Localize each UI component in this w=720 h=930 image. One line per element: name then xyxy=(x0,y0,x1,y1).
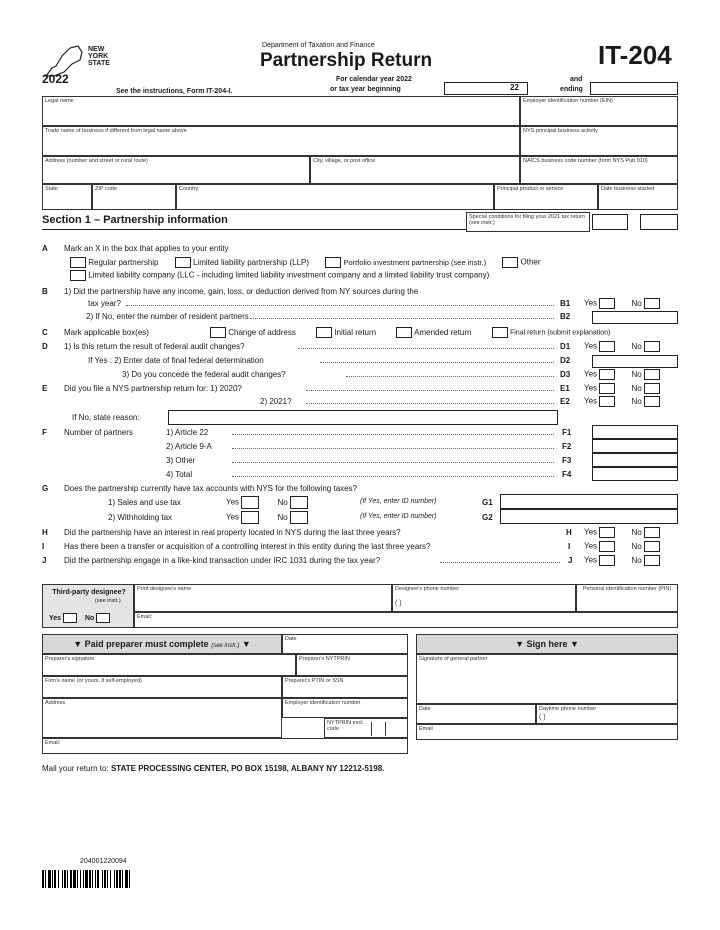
ein-label: Employer identification number (EIN) xyxy=(523,98,613,104)
line-d-q3: 3) Do you concede the federal audit changes? xyxy=(122,370,286,379)
regular-partnership-checkbox[interactable] xyxy=(70,257,86,268)
section1-rule xyxy=(42,229,466,230)
line-g2-code: G2 xyxy=(482,513,493,522)
d3-yes-checkbox[interactable] xyxy=(599,369,615,380)
initial-return-checkbox[interactable] xyxy=(316,327,332,338)
line-d3-yesno: Yes No xyxy=(584,369,660,380)
g2-id-input[interactable] xyxy=(500,509,678,524)
preparer-ptin-field[interactable] xyxy=(282,676,408,698)
line-b1-code: B1 xyxy=(560,299,571,308)
nys-activity-label: NYS principal business activity xyxy=(523,128,598,134)
designee-pin-label: Personal identification number (PIN) xyxy=(582,586,672,592)
line-b-letter: B xyxy=(42,287,48,296)
line-e-reason-label: If No, state reason: xyxy=(72,413,140,422)
preparer-signature-label: Preparer's signature xyxy=(45,656,95,662)
address-field[interactable] xyxy=(42,156,310,184)
calendar-year-line1: For calendar year 2022 xyxy=(336,76,412,83)
llp-checkbox[interactable] xyxy=(175,257,191,268)
designee-email-label: Email: xyxy=(137,614,153,620)
naics-field[interactable] xyxy=(520,156,678,184)
special-conditions-label: Special conditions for filing your 2021 tax return (see instr.) xyxy=(469,214,585,226)
preparer-email-label: Email: xyxy=(45,740,61,746)
line-d-q2: If Yes : 2) Enter date of final federal determination xyxy=(88,356,264,365)
line-d3-code: D3 xyxy=(560,370,571,379)
line-i-letter: I xyxy=(42,542,45,551)
other-entity-label: Other xyxy=(520,257,541,267)
e1-no-checkbox[interactable] xyxy=(644,383,660,394)
final-return-label: Final return (submit explanation) xyxy=(509,329,611,337)
f1-input[interactable] xyxy=(592,425,678,439)
third-party-yesno: Yes No xyxy=(49,613,110,623)
preparer-address-label: Address xyxy=(45,700,66,706)
line-d2-code: D2 xyxy=(560,356,571,365)
tax-year-suffix: 22 xyxy=(510,83,519,92)
line-h-letter: H xyxy=(42,528,48,537)
line-f3-label: 3) Other xyxy=(166,456,196,465)
g2-no-checkbox[interactable] xyxy=(290,511,308,524)
e2-yes-checkbox[interactable] xyxy=(599,396,615,407)
tax-year-ending-field[interactable] xyxy=(590,82,678,95)
change-address-label: Change of address xyxy=(228,327,296,337)
portfolio-checkbox[interactable] xyxy=(325,257,341,268)
zip-field[interactable] xyxy=(92,184,176,210)
line-j-text: Did the partnership engage in a like-kind transaction under IRC 1031 during the tax year? xyxy=(64,556,381,565)
line-b-q2: 2) If No, enter the number of resident partners xyxy=(86,312,249,321)
preparer-address-field[interactable] xyxy=(42,698,282,738)
logo-word-new: NEW xyxy=(88,46,105,53)
barcode-icon xyxy=(42,870,184,888)
i-yes-checkbox[interactable] xyxy=(599,541,615,552)
line-b-q1b: tax year? xyxy=(88,299,121,308)
line-a-letter: A xyxy=(42,244,48,253)
line-d-q1: 1) Is this return the result of federal audit changes? xyxy=(64,342,245,351)
line-e2-yesno: Yes No xyxy=(584,396,660,407)
g1-yes-checkbox[interactable] xyxy=(241,496,259,509)
ending-label: ending xyxy=(560,86,583,93)
line-f2-code: F2 xyxy=(562,442,572,451)
line-a-options-row2 xyxy=(70,270,489,281)
e1-yes-checkbox[interactable] xyxy=(599,383,615,394)
date-started-label: Date business started xyxy=(601,186,655,192)
d1-yes-checkbox[interactable] xyxy=(599,341,615,352)
designee-email-field[interactable] xyxy=(134,612,678,628)
e-reason-input[interactable] xyxy=(168,410,558,425)
nys-activity-field[interactable] xyxy=(520,126,678,156)
g2-yes-checkbox[interactable] xyxy=(241,511,259,524)
country-field[interactable] xyxy=(176,184,494,210)
line-h-text: Did the partnership have an interest in real property located in NYS during the last three years? xyxy=(64,528,401,537)
line-g1-yesno: Yes No xyxy=(226,496,308,509)
regular-partnership-label: Regular partnership xyxy=(88,257,159,267)
designee-phone-paren: ( ) xyxy=(395,600,402,607)
line-c-text: Mark applicable box(es) xyxy=(64,328,149,337)
firm-name-field[interactable] xyxy=(42,676,282,698)
line-g2-yesno: Yes No xyxy=(226,511,308,524)
d1-no-checkbox[interactable] xyxy=(644,341,660,352)
b1-no-checkbox[interactable] xyxy=(644,298,660,309)
line-b1-yesno: Yes No xyxy=(584,298,660,309)
f4-input[interactable] xyxy=(592,467,678,481)
preparer-date-label: Date xyxy=(285,636,297,642)
line-h-code: H xyxy=(566,528,572,537)
paid-preparer-header xyxy=(42,634,282,654)
line-f-letter: F xyxy=(42,428,47,437)
form-number: IT-204 xyxy=(598,40,672,70)
line-d1-yesno: Yes No xyxy=(584,341,660,352)
paid-preparer-title: ▼ Paid preparer must complete xyxy=(73,639,209,649)
line-e-letter: E xyxy=(42,384,48,393)
line-i-text: Has there been a transfer or acquisition of a controlling interest in this entity during the last three years? xyxy=(64,542,431,551)
preparer-employer-id-label: Employer identification number xyxy=(285,700,361,706)
paid-preparer-see-instr: (see instr.) xyxy=(211,643,240,649)
llp-label: Limited liability partnership (LLP) xyxy=(192,257,310,267)
change-address-checkbox[interactable] xyxy=(210,327,226,338)
d2-federal-date-input[interactable] xyxy=(592,355,678,368)
line-e-q2: 2) 2021? xyxy=(260,397,292,406)
calendar-year-line2: or tax year beginning xyxy=(330,86,401,93)
special-conditions-field xyxy=(466,212,590,232)
sign-here-title: ▼ Sign here ▼ xyxy=(515,639,579,649)
naics-label: NAICS business code number (from NYS Pub 910) xyxy=(523,158,648,164)
line-h-yesno: Yes No xyxy=(584,527,660,538)
final-return-checkbox[interactable] xyxy=(492,327,508,338)
b1-yes-checkbox[interactable] xyxy=(599,298,615,309)
line-j-code: J xyxy=(568,556,573,565)
preparer-date-field[interactable] xyxy=(282,634,408,654)
line-g1-code: G1 xyxy=(482,498,493,507)
daytime-phone-label: Daytime phone number xyxy=(539,706,597,712)
line-f-text: Number of partners xyxy=(64,428,133,437)
line-g1-label: 1) Sales and use tax xyxy=(108,498,181,507)
designee-phone-field[interactable] xyxy=(392,584,576,612)
sign-email-label: Email xyxy=(419,726,433,732)
line-f4-code: F4 xyxy=(562,470,572,479)
j-yes-checkbox[interactable] xyxy=(599,555,615,566)
third-party-label-cell xyxy=(42,584,134,628)
and-label: and xyxy=(570,76,583,83)
line-a-options-row1 xyxy=(70,257,541,268)
line-f3-code: F3 xyxy=(562,456,572,465)
i-no-checkbox[interactable] xyxy=(644,541,660,552)
preparer-ptin-label: Preparer's PTIN or SSN xyxy=(285,678,344,684)
principal-product-field[interactable] xyxy=(494,184,598,210)
barcode-number: 204001220094 xyxy=(80,858,127,865)
b2-resident-partners-input[interactable] xyxy=(592,311,678,324)
line-e1-code: E1 xyxy=(560,384,570,393)
other-entity-checkbox[interactable] xyxy=(502,257,518,268)
third-party-see-instr: (see instr.) xyxy=(95,598,121,604)
amended-return-label: Amended return xyxy=(414,327,472,337)
line-e2-code: E2 xyxy=(560,397,570,406)
preparer-nytprin-label: Preparer's NYTPRIN xyxy=(299,656,350,662)
f3-input[interactable] xyxy=(592,453,678,467)
llc-label: Limited liability company (LLC - including limited liability investment company and a limited liability trust company) xyxy=(88,270,490,280)
state-field[interactable] xyxy=(42,184,92,210)
line-f1-code: F1 xyxy=(562,428,572,437)
state-label: State xyxy=(45,186,58,192)
principal-product-label: Principal product or service xyxy=(497,186,564,192)
j-no-checkbox[interactable] xyxy=(644,555,660,566)
special-conditions-code-1[interactable] xyxy=(592,214,628,230)
line-d-letter: D xyxy=(42,342,48,351)
logo-word-state: STATE xyxy=(88,60,110,67)
city-field[interactable] xyxy=(310,156,520,184)
line-f1-label: 1) Article 22 xyxy=(166,428,209,437)
llc-checkbox[interactable] xyxy=(70,270,86,281)
g1-no-checkbox[interactable] xyxy=(290,496,308,509)
line-f2-label: 2) Article 9-A xyxy=(166,442,212,451)
portfolio-label: Portfolio investment partnership (see instr.) xyxy=(343,257,487,267)
firm-name-label: Firm's name (or yours, if self-employed) xyxy=(45,678,142,684)
line-e-text: Did you file a NYS partnership return for: 1) 2020? xyxy=(64,384,242,393)
trade-name-field[interactable] xyxy=(42,126,520,156)
legal-name-label: Legal name xyxy=(45,98,74,104)
partner-signature-field[interactable] xyxy=(416,654,678,704)
sign-date-field[interactable] xyxy=(416,704,536,724)
e2-no-checkbox[interactable] xyxy=(644,396,660,407)
form-title: Partnership Return xyxy=(260,50,433,71)
f2-input[interactable] xyxy=(592,439,678,453)
date-started-field[interactable] xyxy=(598,184,678,210)
sign-date-label: Date xyxy=(419,706,431,712)
g1-id-input[interactable] xyxy=(500,494,678,509)
sign-email-field[interactable] xyxy=(416,724,678,740)
line-j-yesno: Yes No xyxy=(584,555,660,566)
designee-pin-field[interactable] xyxy=(576,584,678,612)
designee-yes-checkbox[interactable] xyxy=(63,613,77,623)
daytime-phone-paren: ( ) xyxy=(539,714,546,721)
paid-preparer-arrow-icon: ▼ xyxy=(241,639,251,649)
line-a-text: Mark an X in the box that applies to your entity xyxy=(64,244,229,253)
zip-label: ZIP code xyxy=(95,186,117,192)
trade-name-label: Trade name of business if different from legal name above xyxy=(45,128,187,134)
line-g-text: Does the partnership currently have tax accounts with NYS for the following taxes? xyxy=(64,484,358,493)
nytprin-excl-field[interactable] xyxy=(324,718,408,738)
mail-to-address: STATE PROCESSING CENTER, PO BOX 15198, ALBANY NY 12212-5198. xyxy=(110,764,385,773)
partner-signature-label: Signature of general partner xyxy=(419,656,488,662)
nytprin-excl-label: NYTPRIN excl. code xyxy=(327,720,364,732)
designee-phone-label: Designee's phone number xyxy=(395,586,460,592)
line-i-code: I xyxy=(568,542,571,551)
designee-no-checkbox[interactable] xyxy=(96,613,110,623)
mail-to-prefix: Mail your return to: xyxy=(42,764,109,773)
preparer-employer-id-field[interactable] xyxy=(282,698,408,718)
third-party-label: Third-party designee? xyxy=(52,589,126,596)
amended-return-checkbox[interactable] xyxy=(396,327,412,338)
instructions-note: See the instructions, Form IT-204-I. xyxy=(116,88,233,95)
mail-to-line xyxy=(42,764,384,773)
line-c-options xyxy=(210,327,610,338)
preparer-signature-field[interactable] xyxy=(42,654,296,676)
country-label: Country xyxy=(179,186,199,192)
preparer-nytprin-field[interactable] xyxy=(296,654,408,676)
preparer-email-field[interactable] xyxy=(42,738,408,754)
ein-field[interactable] xyxy=(520,96,678,126)
line-g2-note: (If Yes, enter ID number) xyxy=(360,513,437,520)
initial-return-label: Initial return xyxy=(334,327,377,337)
logo-word-york: YORK xyxy=(88,53,109,60)
address-label: Address (number and street or rural route) xyxy=(45,158,149,164)
line-f4-label: 4) Total xyxy=(166,470,193,479)
line-g-letter: G xyxy=(42,484,49,493)
h-yes-checkbox[interactable] xyxy=(599,527,615,538)
line-c-letter: C xyxy=(42,328,48,337)
designee-name-label: Print designee's name xyxy=(137,586,192,592)
line-e1-yesno: Yes No xyxy=(584,383,660,394)
line-b-q1: 1) Did the partnership have any income, gain, loss, or deduction derived from NY sources during the xyxy=(64,287,419,296)
legal-name-field[interactable] xyxy=(42,96,520,126)
daytime-phone-field[interactable] xyxy=(536,704,678,724)
city-label: City, village, or post office xyxy=(313,158,376,164)
h-no-checkbox[interactable] xyxy=(644,527,660,538)
line-j-letter: J xyxy=(42,556,47,565)
line-i-yesno: Yes No xyxy=(584,541,660,552)
line-g1-note: (If Yes, enter ID number) xyxy=(360,498,437,505)
special-conditions-code-2[interactable] xyxy=(640,214,678,230)
sign-here-header xyxy=(416,634,678,654)
line-b2-code: B2 xyxy=(560,312,571,321)
form-year: 2022 xyxy=(42,72,69,86)
department-name: Department of Taxation and Finance xyxy=(262,42,375,49)
section1-title: Section 1 – Partnership information xyxy=(42,214,228,226)
line-g2-label: 2) Withholding tax xyxy=(108,513,173,522)
line-d1-code: D1 xyxy=(560,342,571,351)
designee-name-field[interactable] xyxy=(134,584,392,612)
d3-no-checkbox[interactable] xyxy=(644,369,660,380)
